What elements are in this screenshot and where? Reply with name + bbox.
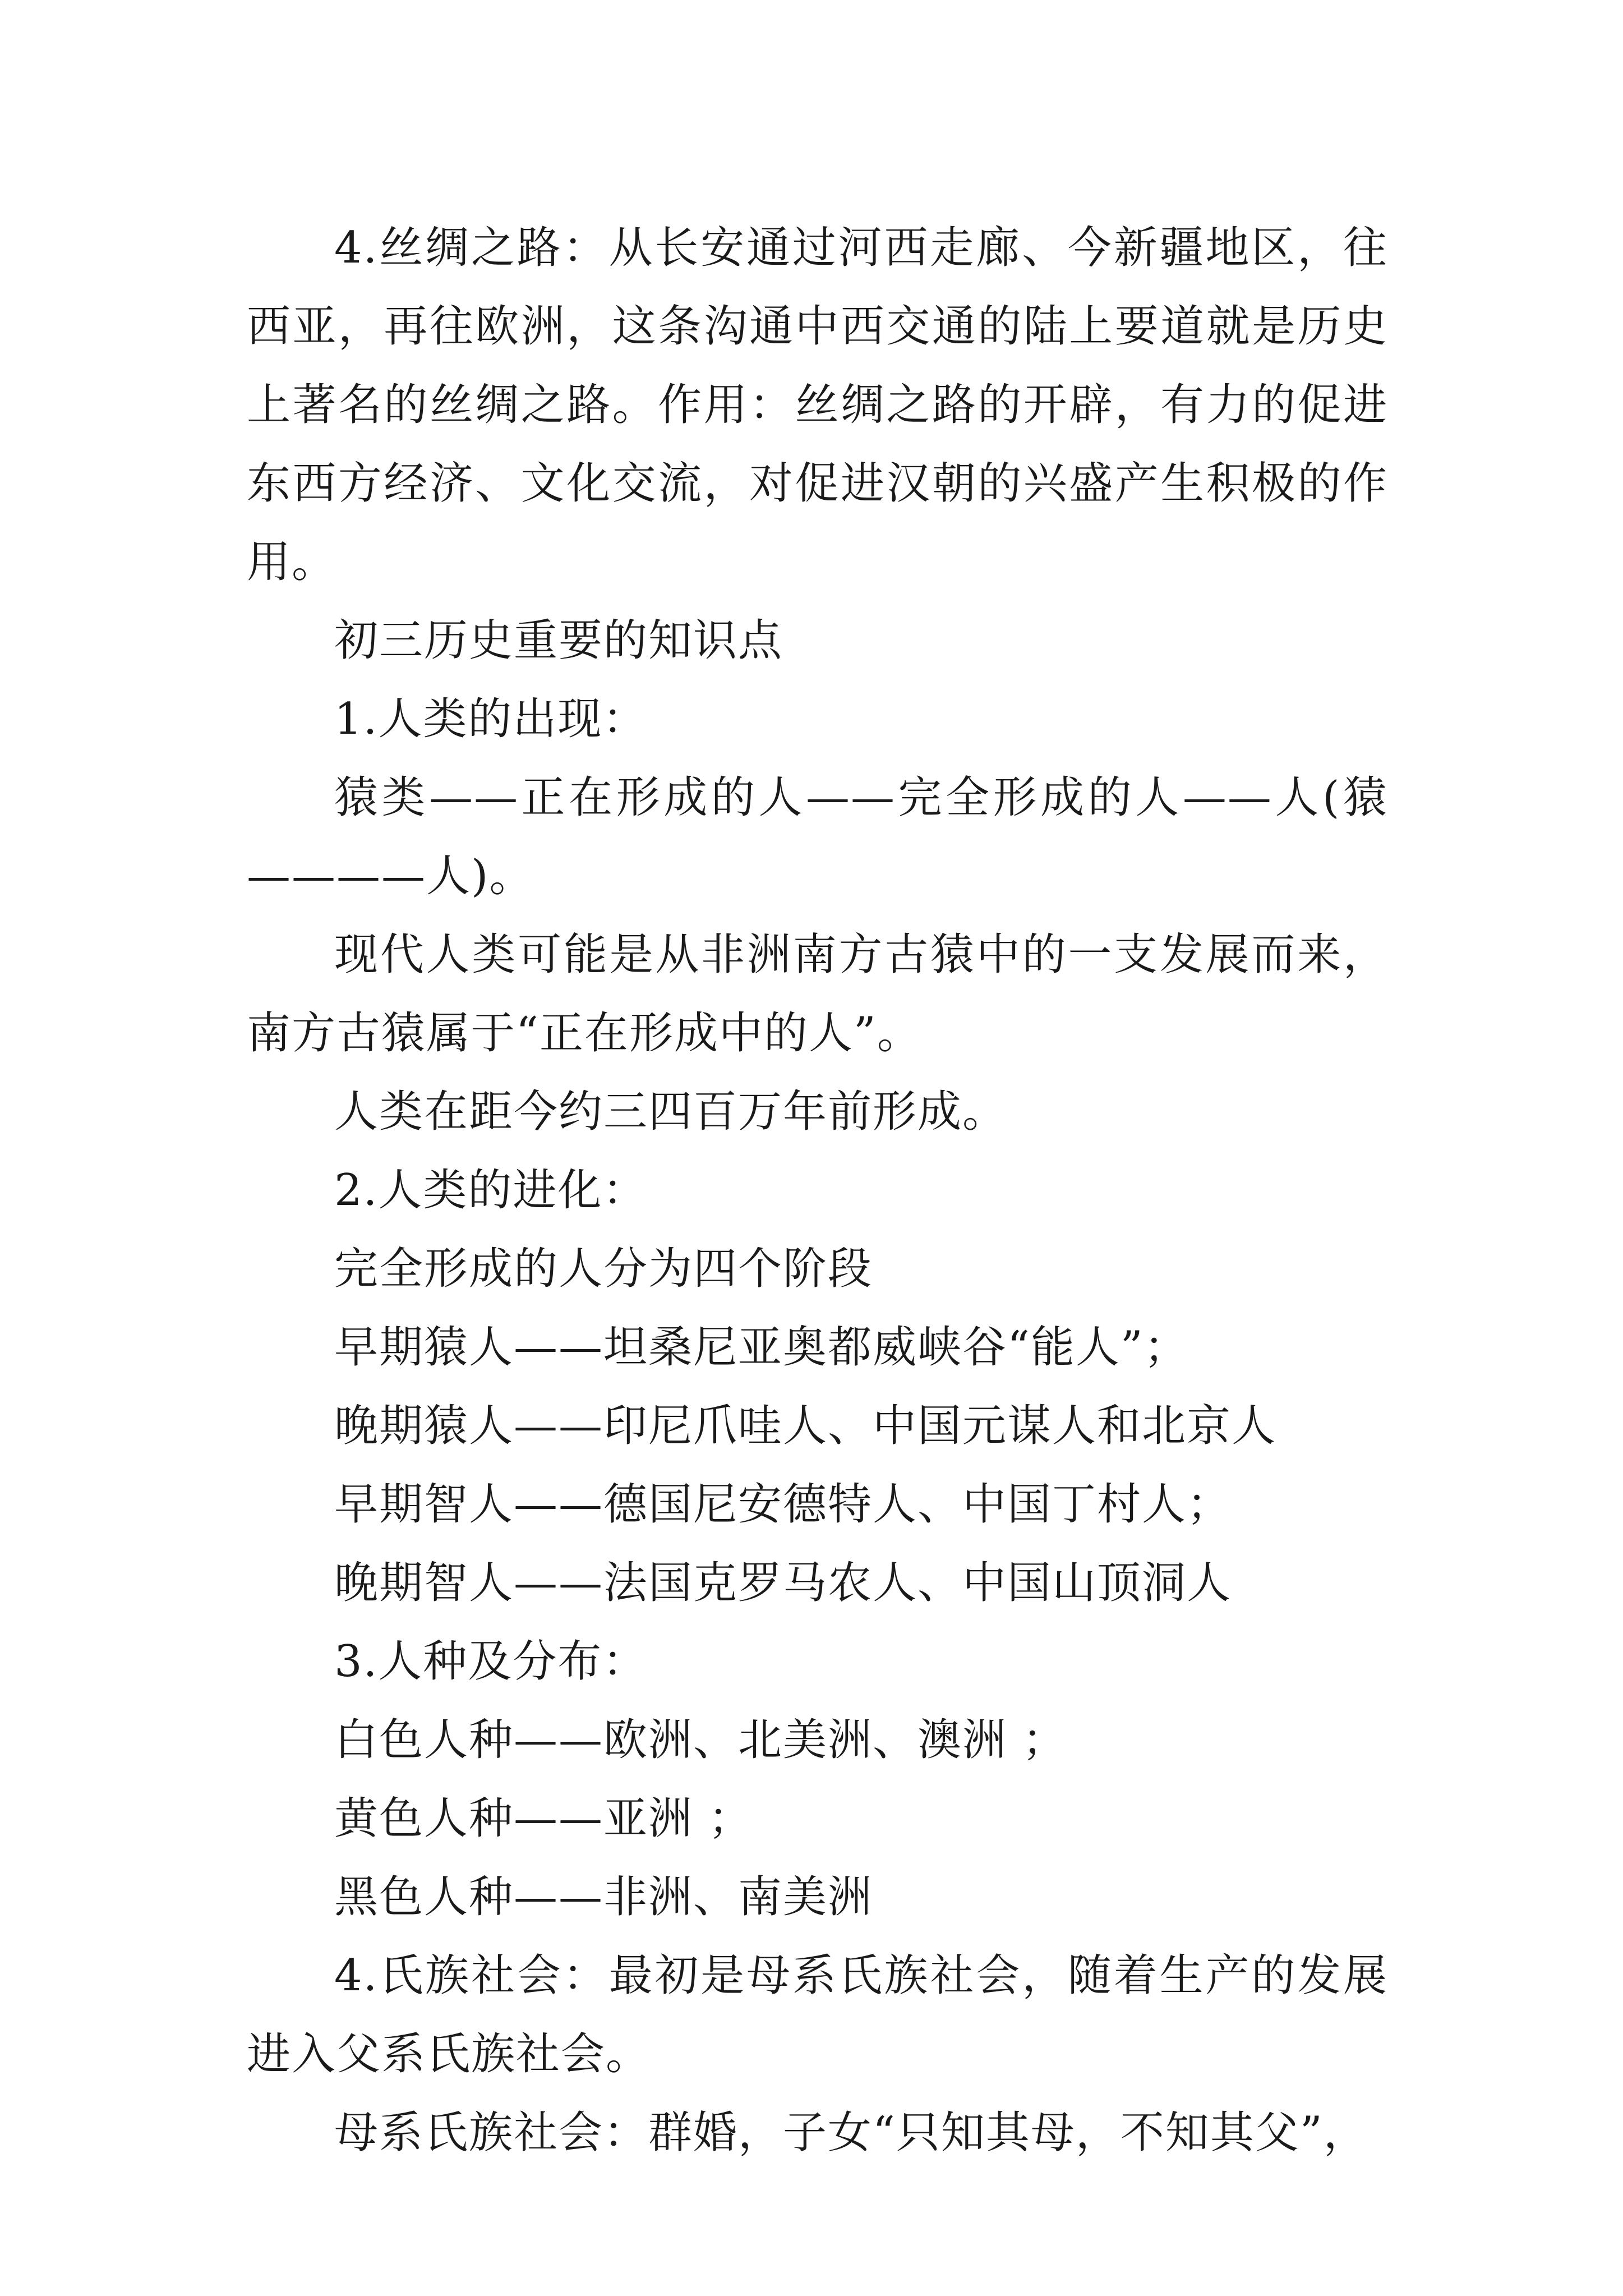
- list-item-early-ape-man: 早期猿人——坦桑尼亚奥都威峡谷“能人”；: [334, 1322, 1189, 1373]
- list-item-early-homo-sapiens: 早期智人——德国尼安德特人、中国丁村人；: [334, 1479, 1232, 1530]
- paragraph-matriarchal-society: 母系氏族社会：群婚，子女“只知其母，不知其父”，: [334, 2108, 1368, 2158]
- paragraph-formation-time: 人类在距今约三四百万年前形成。: [334, 1087, 1008, 1137]
- list-item-late-ape-man: 晚期猿人——印尼爪哇人、中国元谋人和北京人: [334, 1401, 1277, 1451]
- paragraph-evolution-chain: 猿类——正在形成的人——完全形成的人——人(猿————人)。: [247, 772, 1388, 901]
- list-item-late-homo-sapiens: 晚期智人——法国克罗马农人、中国山顶洞人: [334, 1558, 1232, 1608]
- paragraph-australopithecus: 现代人类可能是从非洲南方古猿中的一支发展而来，南方古猿属于“正在形成中的人”。: [247, 930, 1388, 1059]
- paragraph-silk-road: 4.丝绸之路：从长安通过河西走廊、今新疆地区，往西亚，再往欧洲，这条沟通中西交通的陆上要道就是历史上著名的丝绸之路。作用：丝绸之路的开辟，有力的促进东西方经济、文化交流，对促进汉朝的兴盛产生积极的作用。: [247, 223, 1388, 587]
- paragraph-four-stages: 完全形成的人分为四个阶段: [334, 1244, 873, 1294]
- paragraph-clan-society: 4.氏族社会：最初是母系氏族社会，随着生产的发展进入父系氏族社会。: [247, 1950, 1388, 2079]
- item-heading-human-origin: 1.人类的出现：: [334, 694, 648, 744]
- list-item-black-race: 黑色人种——非洲、南美洲: [334, 1872, 873, 1922]
- list-item-white-race: 白色人种——欧洲、北美洲、澳洲 ；: [334, 1715, 1067, 1765]
- document-body: [247, 209, 1388, 2172]
- item-heading-human-evolution: 2.人类的进化：: [334, 1165, 648, 1216]
- list-item-yellow-race: 黄色人种——亚洲 ；: [334, 1793, 753, 1844]
- item-heading-races: 3.人种及分布：: [334, 1636, 648, 1687]
- section-heading: 初三历史重要的知识点: [334, 615, 783, 666]
